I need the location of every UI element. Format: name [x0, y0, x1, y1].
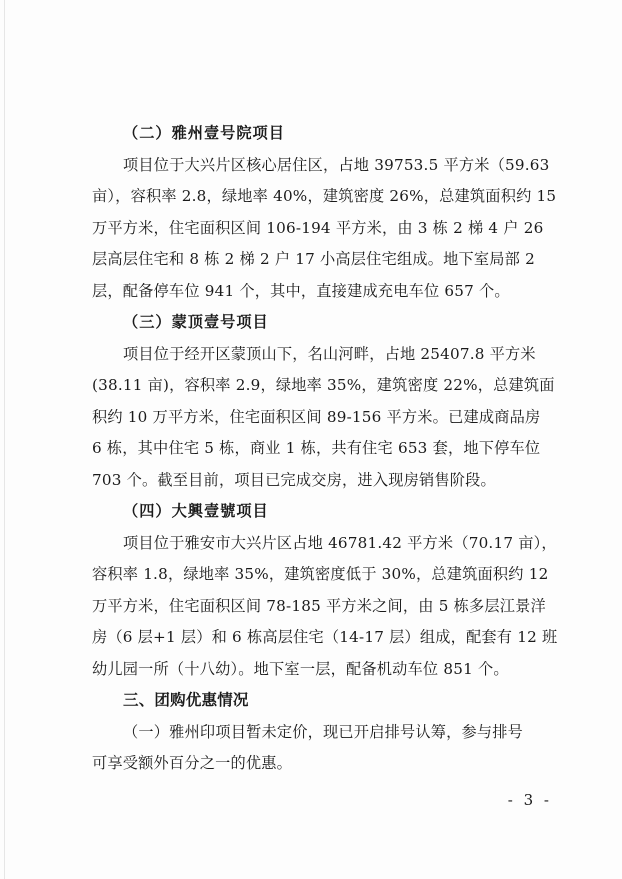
section-heading-mengding-yihao: （三）蒙顶壹号项目: [123, 313, 269, 331]
paragraph-line: 项目位于大兴片区核心居住区，占地 39753.5 平方米（59.63: [123, 155, 550, 174]
paragraph-line: 万平方米，住宅面积区间 78-185 平方米之间，由 5 栋多层江景洋: [92, 596, 546, 615]
page-edge-line: [4, 0, 5, 879]
paragraph-line: 项目位于雅安市大兴片区占地 46781.42 平方米（70.17 亩），: [123, 533, 557, 552]
paragraph-line: 积约 10 万平方米，住宅面积区间 89-156 平方米。已建成商品房: [92, 407, 541, 426]
paragraph-line: 层，配备停车位 941 个，其中，直接建成充电车位 657 个。: [92, 281, 510, 300]
paragraph-line: （一）雅州印项目暂未定价，现已开启排号认筹，参与排号: [123, 722, 524, 741]
section-heading-daxing-yihao: （四）大興壹號项目: [123, 502, 269, 520]
paragraph-line: 层高层住宅和 8 栋 2 梯 2 户 17 小高层住宅组成。地下室局部 2: [92, 250, 535, 268]
document-body: [92, 118, 558, 780]
paragraph-line: 亩），容积率 2.8，绿地率 40%，建筑密度 26%，总建筑面积约 15: [92, 187, 557, 205]
page-number: - 3 -: [507, 791, 552, 809]
paragraph-line: (38.11 亩)，容积率 2.9，绿地率 35%，建筑密度 22%，总建筑面: [92, 376, 555, 394]
section-heading-yazhou-yihaoyuan: （二）雅州壹号院项目: [123, 124, 285, 142]
paragraph-line: 万平方米，住宅面积区间 106-194 平方米，由 3 栋 2 梯 4 户 26: [92, 218, 544, 237]
paragraph-line: 703 个。截至目前，项目已完成交房，进入现房销售阶段。: [92, 470, 496, 489]
paragraph-line: 房（6 层+1 层）和 6 栋高层住宅（14-17 层）组成，配套有 12 班: [92, 628, 558, 646]
paragraph-line: 可享受额外百分之一的优惠。: [92, 754, 293, 772]
paragraph-line: 幼儿园一所（十八幼）。地下室一层，配备机动车位 851 个。: [92, 659, 509, 678]
section-heading-group-discount: 三、团购优惠情况: [123, 691, 249, 709]
paragraph-line: 容积率 1.8，绿地率 35%，建筑密度低于 30%，总建筑面积约 12: [92, 565, 549, 583]
paragraph-line: 6 栋，其中住宅 5 栋，商业 1 栋，共有住宅 653 套，地下停车位: [92, 439, 541, 457]
paragraph-line: 项目位于经开区蒙顶山下，名山河畔，占地 25407.8 平方米: [123, 344, 536, 363]
